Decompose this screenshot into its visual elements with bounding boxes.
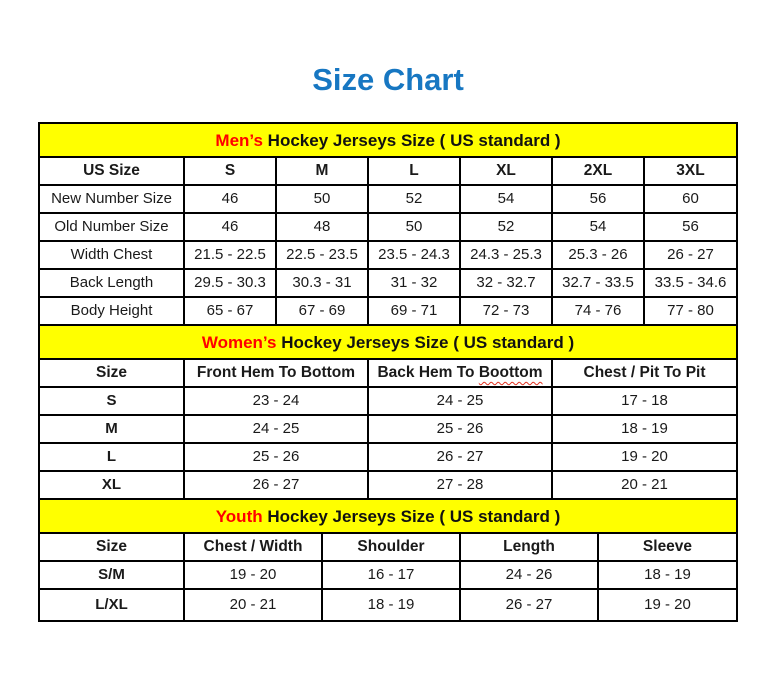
size-cell: 24 - 25: [184, 415, 368, 443]
size-cell: 29.5 - 30.3: [184, 269, 276, 297]
size-cell: 22.5 - 23.5: [276, 241, 368, 269]
mens-header-row: [40, 158, 736, 185]
size-cell: 23.5 - 24.3: [368, 241, 460, 269]
size-cell: 77 - 80: [644, 297, 736, 325]
size-cell: 52: [368, 185, 460, 213]
column-header-m: M: [276, 158, 368, 185]
womens-header-row: [40, 360, 736, 387]
size-cell: 27 - 28: [368, 471, 552, 499]
size-cell: 20 - 21: [184, 589, 322, 620]
size-cell: 33.5 - 34.6: [644, 269, 736, 297]
page-title: Size Chart: [312, 62, 464, 97]
size-cell: 46: [184, 185, 276, 213]
banner-highlight-mens: Men’s: [215, 131, 263, 150]
size-cell: 19 - 20: [184, 561, 322, 589]
size-cell: 60: [644, 185, 736, 213]
row-label: XL: [40, 471, 184, 499]
size-cell: 30.3 - 31: [276, 269, 368, 297]
column-header-us-size: US Size: [40, 158, 184, 185]
column-header-shoulder: Shoulder: [322, 534, 460, 561]
size-cell: 50: [276, 185, 368, 213]
column-header-s: S: [184, 158, 276, 185]
size-cell: 26 - 27: [368, 443, 552, 471]
row-label: L/XL: [40, 589, 184, 620]
row-label: S/M: [40, 561, 184, 589]
size-cell: 25 - 26: [368, 415, 552, 443]
table-row: [40, 589, 736, 620]
size-cell: 32 - 32.7: [460, 269, 552, 297]
size-cell: 72 - 73: [460, 297, 552, 325]
size-cell: 48: [276, 213, 368, 241]
row-label: Old Number Size: [40, 213, 184, 241]
column-header-3xl: 3XL: [644, 158, 736, 185]
size-cell: 16 - 17: [322, 561, 460, 589]
section-banner-mens: [40, 124, 736, 158]
row-label: Width Chest: [40, 241, 184, 269]
table-row: [40, 269, 736, 297]
size-cell: 46: [184, 213, 276, 241]
mens-size-table: [40, 158, 736, 326]
youth-size-table: [40, 534, 736, 620]
column-header-sleeve: Sleeve: [598, 534, 736, 561]
table-row: [40, 415, 736, 443]
size-cell: 50: [368, 213, 460, 241]
row-label: New Number Size: [40, 185, 184, 213]
table-row: [40, 241, 736, 269]
table-row: [40, 213, 736, 241]
table-row: [40, 471, 736, 499]
size-cell: 67 - 69: [276, 297, 368, 325]
size-cell: 20 - 21: [552, 471, 736, 499]
table-row: [40, 185, 736, 213]
banner-text-mens: Hockey Jerseys Size ( US standard ): [262, 131, 561, 150]
misspelled-word: Boottom: [478, 364, 543, 381]
size-cell: 24 - 26: [460, 561, 598, 589]
size-cell: 52: [460, 213, 552, 241]
size-cell: 19 - 20: [644, 596, 691, 613]
size-cell: 21.5 - 22.5: [184, 241, 276, 269]
size-cell: 26 - 27: [184, 471, 368, 499]
size-cell: 54: [460, 185, 552, 213]
youth-header-row: [40, 534, 736, 561]
back-hem-prefix: Back Hem To: [377, 364, 479, 381]
size-cell: 18 - 19: [598, 561, 736, 589]
table-row: [40, 443, 736, 471]
table-row: [40, 387, 736, 415]
size-cell: 25 - 26: [184, 443, 368, 471]
size-cell: 25.3 - 26: [552, 241, 644, 269]
size-cell: 24.3 - 25.3: [460, 241, 552, 269]
size-cell: 54: [552, 213, 644, 241]
column-header-back-hem: [368, 360, 552, 387]
size-cell: 26 - 27: [460, 589, 598, 620]
column-header-xl: XL: [460, 158, 552, 185]
size-cell: 19 - 20: [552, 443, 736, 471]
size-cell: 24 - 25: [368, 387, 552, 415]
column-header-length: Length: [460, 534, 598, 561]
size-cell: 32.7 - 33.5: [552, 269, 644, 297]
size-cell: 65 - 67: [184, 297, 276, 325]
size-cell: 69 - 71: [368, 297, 460, 325]
size-cell: 31 - 32: [368, 269, 460, 297]
size-chart-table: [38, 122, 738, 622]
row-label: L: [40, 443, 184, 471]
row-label: M: [40, 415, 184, 443]
size-cell: 18 - 19: [322, 589, 460, 620]
column-header-2xl: 2XL: [552, 158, 644, 185]
row-label: Body Height: [40, 297, 184, 325]
size-cell: 23 - 24: [184, 387, 368, 415]
table-row: [40, 297, 736, 325]
column-header-l: L: [368, 158, 460, 185]
banner-text-womens: Hockey Jerseys Size ( US standard ): [276, 333, 575, 352]
column-header-size: Size: [40, 534, 184, 561]
size-cell: 74 - 76: [552, 297, 644, 325]
womens-size-table: [40, 360, 736, 500]
column-header-chest-width: Chest / Width: [184, 534, 322, 561]
table-row: [40, 561, 736, 589]
size-cell: 18 - 19: [552, 415, 736, 443]
row-label: Back Length: [40, 269, 184, 297]
size-cell: 56: [552, 185, 644, 213]
size-cell: 17 - 18: [552, 387, 736, 415]
banner-highlight-womens: Women’s: [201, 333, 277, 352]
column-header-chest-pit: Chest / Pit To Pit: [552, 360, 736, 387]
column-header-size: Size: [40, 360, 184, 387]
column-header-front-hem: Front Hem To Bottom: [184, 360, 368, 387]
banner-text-youth: Hockey Jerseys Size ( US standard ): [262, 507, 561, 526]
row-label: S: [40, 387, 184, 415]
section-banner-womens: [40, 326, 736, 360]
section-banner-youth: [40, 500, 736, 534]
banner-highlight-youth: Youth: [215, 507, 263, 526]
size-cell: 26 - 27: [644, 241, 736, 269]
size-cell: 56: [644, 213, 736, 241]
